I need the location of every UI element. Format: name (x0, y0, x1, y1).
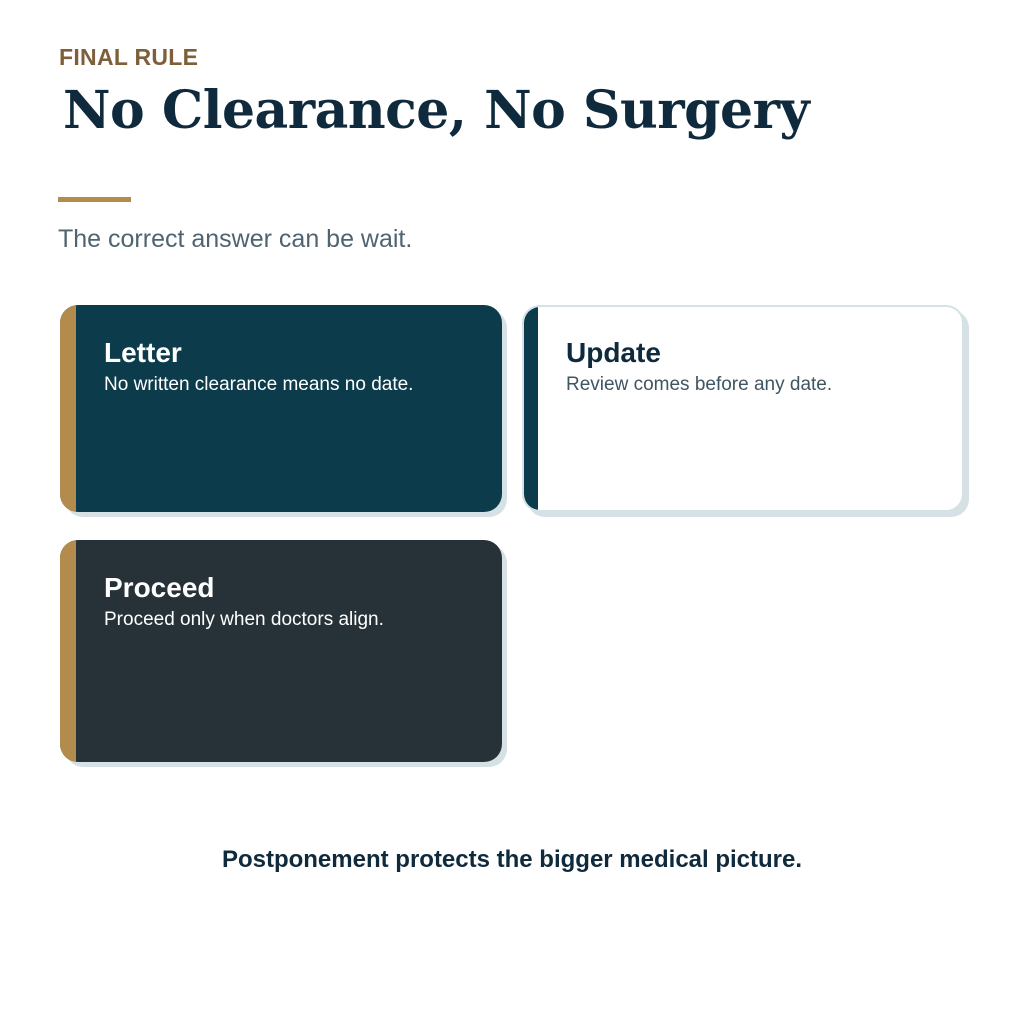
card-update (522, 305, 964, 512)
eyebrow-label: FINAL RULE (59, 44, 199, 70)
footer-note: Postponement protects the bigger medical picture. (221, 846, 803, 873)
card-accent-bar (60, 305, 76, 512)
card-text: No written clearance means no date. (104, 374, 414, 395)
card-title: Letter (104, 337, 182, 368)
card-title: Update (566, 337, 661, 368)
card-accent-bar (522, 305, 538, 512)
card-text: Review comes before any date. (566, 374, 833, 395)
title-divider (58, 197, 131, 202)
card-text: Proceed only when doctors align. (104, 609, 384, 630)
card-accent-bar (60, 540, 76, 762)
card-letter (60, 305, 502, 512)
card-proceed (60, 540, 502, 762)
page-title: No Clearance, No Surgery (63, 80, 810, 141)
page-subtitle: The correct answer can be wait. (58, 225, 413, 253)
card-title: Proceed (104, 572, 215, 603)
